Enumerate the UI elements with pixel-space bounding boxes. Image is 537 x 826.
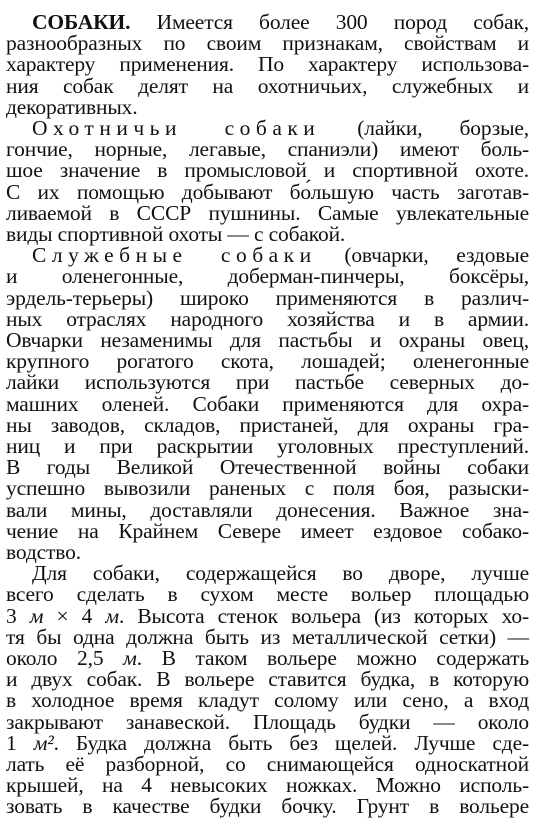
text-run: водство. — [6, 540, 81, 564]
text-run: и двух собак. В вольере ставится будка, в которую — [6, 667, 529, 692]
text-run: Для собаки, содержащейся во дворе, лучше — [32, 561, 529, 586]
text-run: тя бы одна должна быть из металлической сетки) — — [6, 624, 529, 649]
text-run: ливаемой в СССР пушнины. Самые увлекательные — [6, 200, 529, 225]
text-run: в холодное время кладут солому или сено, а вход — [6, 688, 529, 713]
text-run: эрдель-терьеры) широко применяются в различ- — [6, 285, 529, 310]
text-run: крышей, на 4 невысоких ножках. Можно исполь- — [6, 773, 529, 798]
text-run: С их помощью добывают бо́льшую часть заготав- — [6, 179, 529, 204]
section-term: Охотничьи собаки — [32, 116, 321, 140]
text-run: ных отраслях народного хозяйства и в армии. — [6, 306, 529, 331]
text-run: крупного рогатого скота, лошадей; оленегонные — [6, 349, 529, 374]
text-run: зовать в качестве будки бочку. Грунт в вольере — [6, 794, 529, 819]
text-run: виды спортивной охоты — с собакой. — [6, 222, 346, 246]
text-run: м² — [33, 730, 54, 755]
text-run: В годы Великой Отечественной войны собаки — [6, 455, 529, 480]
article-heading: СОБАКИ. — [32, 10, 131, 34]
text-run: разнообразных по своим признакам, свойствам и — [6, 31, 529, 56]
text-run: . В таком вольере можно содержать — [136, 646, 529, 670]
text-run: лайки используются при пастьбе северных до- — [6, 370, 529, 395]
section-term: Служебные собаки — [32, 243, 317, 268]
text-run: ния собак делят на охотничьих, служебных и — [6, 73, 529, 98]
text-run: ны заводов, складов, пристаней, для охраны гра- — [6, 412, 529, 437]
text-run: вали мины, доставляли донесения. Важное зна- — [6, 497, 529, 522]
text-run: всего сделать в сухом месте вольер площадью — [6, 582, 529, 607]
text-run: . Высота стенок вольера (из которых хо- — [118, 603, 530, 628]
text-run: чение на Крайнем Севере имеет ездовое собако- — [6, 518, 529, 543]
text-run: . Будка должна быть без щелей. Лучше сде- — [53, 730, 529, 755]
text-run: декоративных. — [6, 94, 138, 119]
text-run: около 2,5 — [6, 646, 124, 670]
text-run: гончие, норные, легавые, спаниэли) имеют боль- — [6, 137, 529, 162]
text-run: Овчарки незаменимы для пастьбы и охраны овец, — [6, 328, 529, 352]
text-run: успешно вывозили раненых с поля боя, разыски- — [6, 476, 529, 501]
text-run: (овчарки, ездовые — [316, 243, 529, 268]
text-run: м — [105, 603, 119, 628]
text-run: × 4 — [43, 603, 106, 628]
text-run: 3 — [6, 603, 30, 628]
text-run: (лайки, борзые, — [320, 116, 529, 140]
text-run: характеру применения. По характеру использова- — [6, 52, 529, 77]
text-run: и оленегонные, доберман-пинчеры, боксёры, — [6, 264, 529, 289]
text-run: закрывают занавеской. Площадь будки — около — [6, 709, 529, 734]
text-run: м — [29, 603, 44, 628]
text-run: машних оленей. Собаки применяются для охра- — [6, 391, 529, 416]
text-run: лать её разборной, со снимающейся односкатной — [6, 752, 529, 776]
text-run: ниц и при раскрытии уголовных преступлений. — [6, 434, 529, 458]
text-run: Имеется более 300 пород собак, — [130, 10, 529, 34]
text-run: м — [123, 646, 137, 670]
text-run: шое значение в промысловой и спортивной охоте. — [6, 158, 529, 183]
text-line — [6, 793, 529, 819]
text-run: 1 — [6, 730, 34, 755]
